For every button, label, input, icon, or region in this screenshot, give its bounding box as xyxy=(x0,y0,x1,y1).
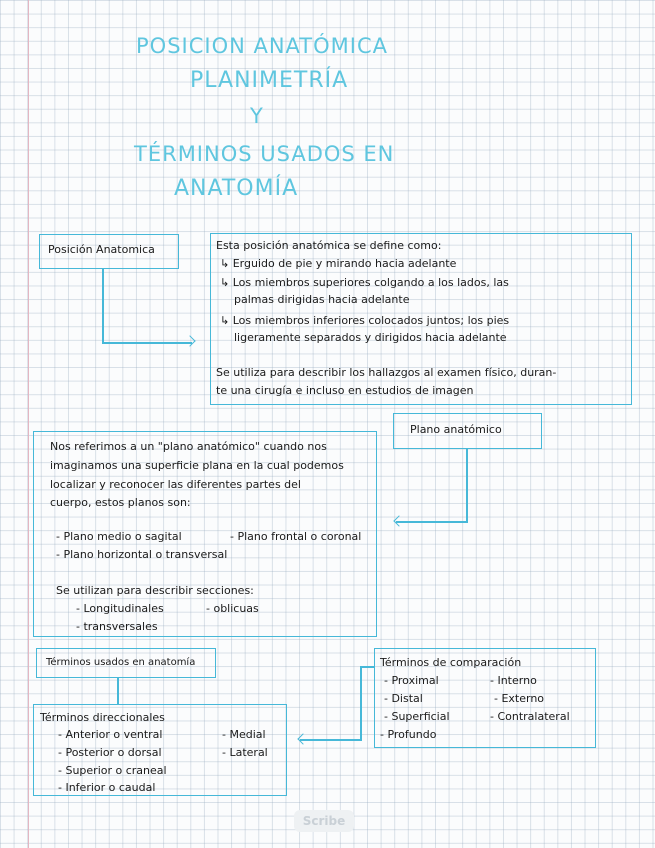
plano-p3: localizar y reconocer las diferentes partes del xyxy=(50,478,301,491)
arrow-left-icon-2 xyxy=(297,733,308,744)
plano-seccion-3: - transversales xyxy=(76,620,158,633)
direccional-4: - Inferior o caudal xyxy=(58,781,156,794)
posicion-def-intro: Esta posición anatómica se define como: xyxy=(216,239,442,252)
posicion-item-1: ↳ Erguido de pie y mirando hacia adelante xyxy=(220,257,457,270)
direccional-3: - Superior o craneal xyxy=(58,764,167,777)
plano-bullet-3: - Plano horizontal o transversal xyxy=(56,548,228,561)
arrow-left-icon xyxy=(393,515,404,526)
comparacion-2: - Distal xyxy=(384,692,423,705)
posicion-use-2: te una cirugía e incluso en estudios de imagen xyxy=(216,384,474,397)
direccionales-title: Términos direccionales xyxy=(40,711,165,724)
plano-secciones: Se utilizan para describir secciones: xyxy=(56,584,254,597)
posicion-item-3b: ligeramente separados y dirigidos hacia adelante xyxy=(234,331,507,344)
scribe-watermark: Scribe xyxy=(294,810,354,832)
plano-bullet-2: - Plano frontal o coronal xyxy=(230,530,362,543)
arrow-right-icon xyxy=(184,335,195,346)
title-line-5: ANATOMÍA xyxy=(174,176,299,201)
connector-comp-top xyxy=(360,666,374,668)
plano-bullet-1: - Plano medio o sagital xyxy=(56,530,182,543)
posicion-item-3a: ↳ Los miembros inferiores colocados juntos; los pies xyxy=(220,314,510,327)
direccional-6: - Lateral xyxy=(222,746,268,759)
posicion-item-2a: ↳ Los miembros superiores colgando a los lados, las xyxy=(220,276,509,289)
plano-seccion-2: - oblicuas xyxy=(206,602,259,615)
direccional-1: - Anterior o ventral xyxy=(58,728,163,741)
comparacion-title: Términos de comparación xyxy=(380,656,522,669)
plano-label: Plano anatómico xyxy=(410,423,502,436)
comparacion-4: - Profundo xyxy=(380,728,437,741)
title-line-2: PLANIMETRÍA xyxy=(190,68,349,93)
connector-terminos-v xyxy=(117,677,119,705)
posicion-use-1: Se utiliza para describir los hallazgos al examen físico, duran- xyxy=(216,366,557,379)
connector-comp-v xyxy=(360,666,362,740)
plano-seccion-1: - Longitudinales xyxy=(76,602,164,615)
comparacion-1: - Proximal xyxy=(384,674,439,687)
title-line-3: Y xyxy=(250,104,264,128)
posicion-item-2b: palmas dirigidas hacia adelante xyxy=(234,293,410,306)
direccional-5: - Medial xyxy=(222,728,266,741)
connector-plano-v xyxy=(466,448,468,522)
plano-p1: Nos referimos a un "plano anatómico" cuando nos xyxy=(50,440,327,453)
plano-p2: imaginamos una superficie plana en la cual podemos xyxy=(50,459,344,472)
page-margin-line xyxy=(28,0,29,848)
comparacion-6: - Externo xyxy=(494,692,545,705)
connector-posicion-h xyxy=(102,342,192,344)
connector-comp-h xyxy=(300,739,362,741)
title-line-4: TÉRMINOS USADOS EN xyxy=(134,142,395,166)
connector-posicion-v xyxy=(102,268,104,343)
comparacion-7: - Contralateral xyxy=(490,710,570,723)
direccional-2: - Posterior o dorsal xyxy=(58,746,162,759)
terminos-label: Términos usados en anatomía xyxy=(46,657,196,668)
title-line-1: POSICION ANATÓMICA xyxy=(136,34,388,58)
connector-plano-h xyxy=(396,521,468,523)
posicion-label: Posición Anatomica xyxy=(48,243,155,256)
comparacion-5: - Interno xyxy=(490,674,537,687)
plano-p4: cuerpo, estos planos son: xyxy=(50,496,191,509)
comparacion-3: - Superficial xyxy=(384,710,450,723)
